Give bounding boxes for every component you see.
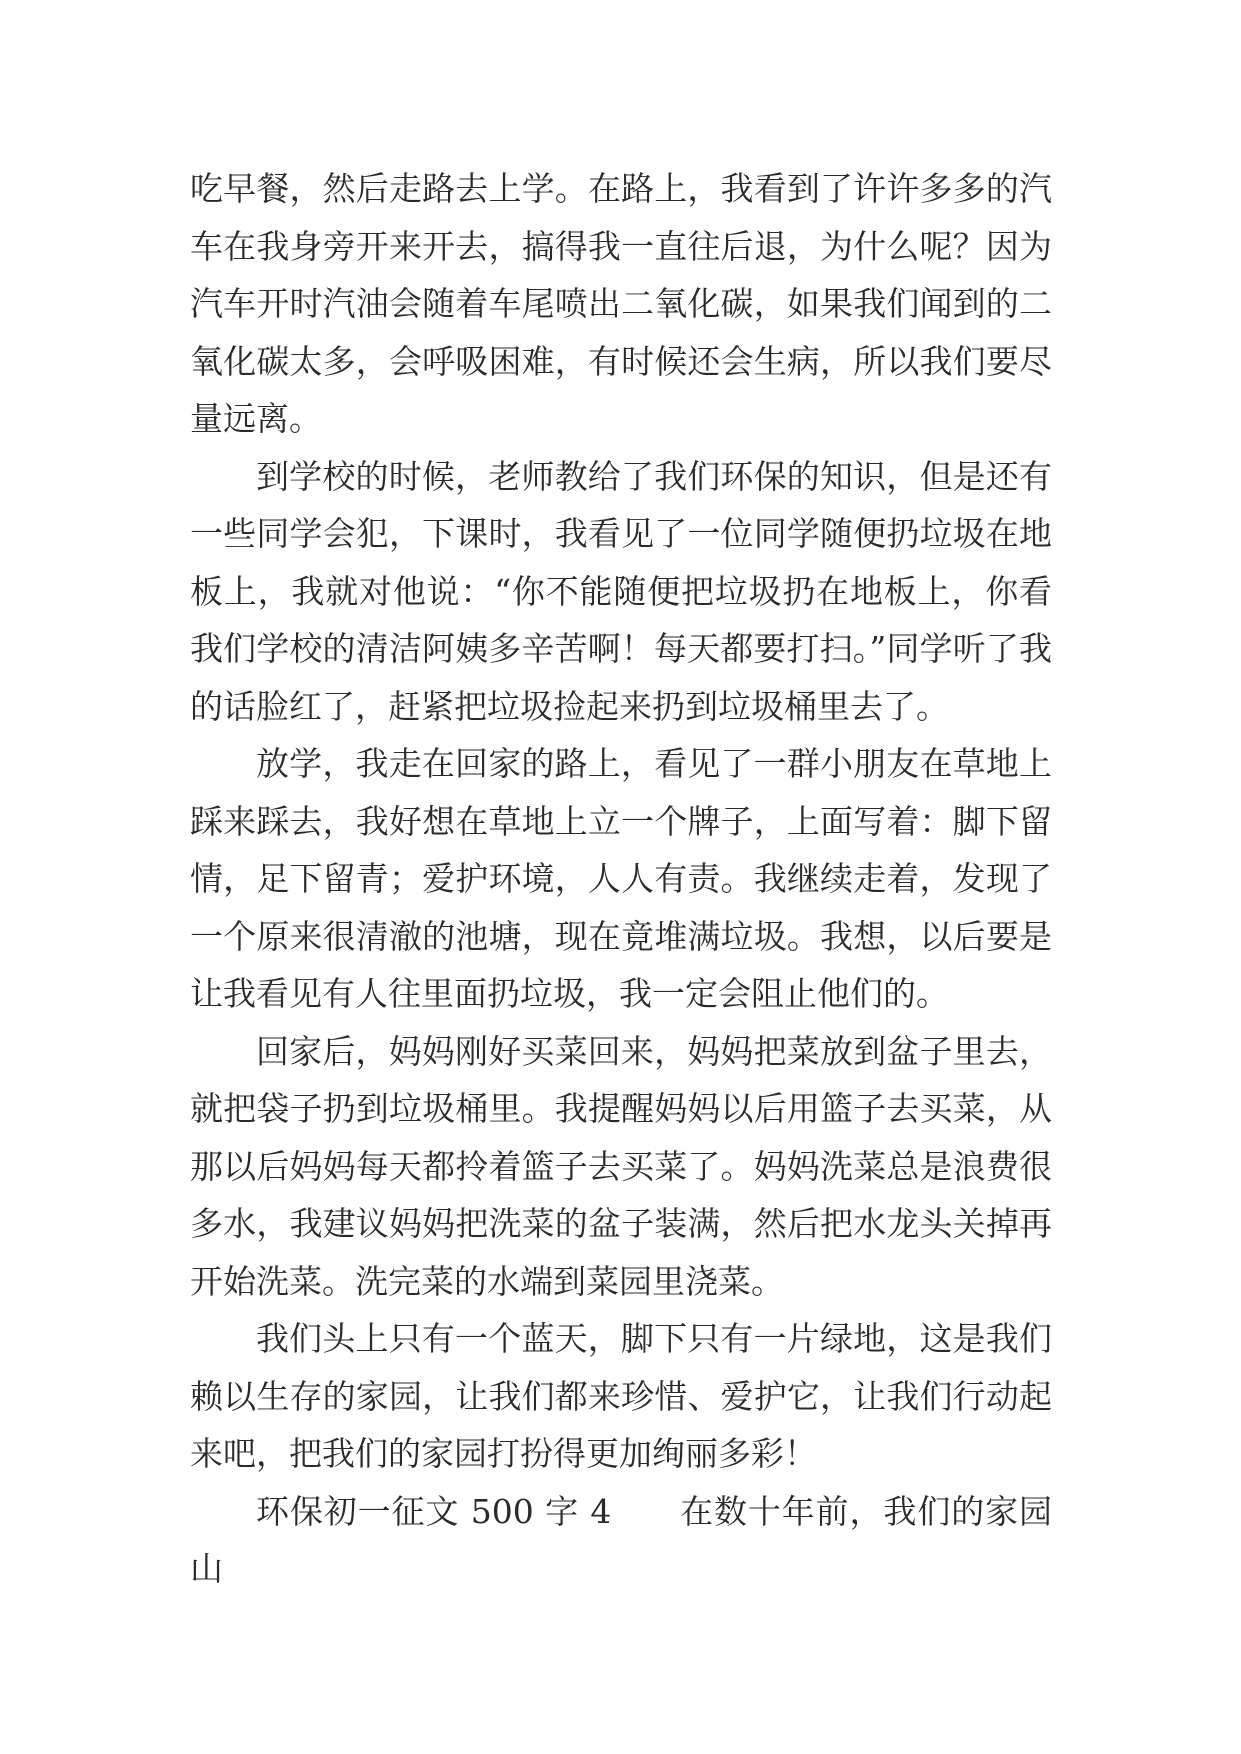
paragraph-1: 吃早餐，然后走路去上学。在路上，我看到了许许多多的汽车在我身旁开来开去，搞得我一直往后退，为什么呢？因为汽车开时汽油会随着车尾喷出二氧化碳，如果我们闻到的二氧化碳太多，会呼吸困难，有时候还会生病，所以我们要尽量远离。 xyxy=(190,169,1052,438)
paragraph-5: 我们头上只有一个蓝天，脚下只有一片绿地，这是我们赖以生存的家园，让我们都来珍惜、爱护它，让我们行动起来吧，把我们的家园打扮得更加绚丽多彩！ xyxy=(190,1319,1052,1473)
document-body xyxy=(190,160,1052,1598)
paragraph-2: 到学校的时候，老师教给了我们环保的知识，但是还有一些同学会犯，下课时，我看见了一位同学随便扔垃圾在地板上，我就对他说：“你不能随便把垃圾扔在地板上，你看我们学校的清洁阿姨多辛苦啊！每天都要打扫。”同学听了我的话脸红了，赶紧把垃圾捡起来扔到垃圾桶里去了。 xyxy=(190,456,1052,726)
paragraph-3: 放学，我走在回家的路上，看见了一群小朋友在草地上踩来踩去，我好想在草地上立一个牌子，上面写着：脚下留情，足下留青；爱护环境，人人有责。我继续走着，发现了一个原来很清澈的池塘，现在竟堆满垃圾。我想，以后要是让我看见有人往里面扔垃圾，我一定会阻止他们的。 xyxy=(190,744,1052,1013)
paragraph-6: 环保初一征文 500 字 4 在数十年前，我们的家园山 xyxy=(190,1491,1052,1588)
paragraph-4: 回家后，妈妈刚好买菜回来，妈妈把菜放到盆子里去，就把袋子扔到垃圾桶里。我提醒妈妈以后用篮子去买菜，从那以后妈妈每天都拎着篮子去买菜了。妈妈洗菜总是浪费很多水，我建议妈妈把洗菜的盆子装满，然后把水龙头关掉再开始洗菜。洗完菜的水端到菜园里浇菜。 xyxy=(190,1031,1052,1301)
